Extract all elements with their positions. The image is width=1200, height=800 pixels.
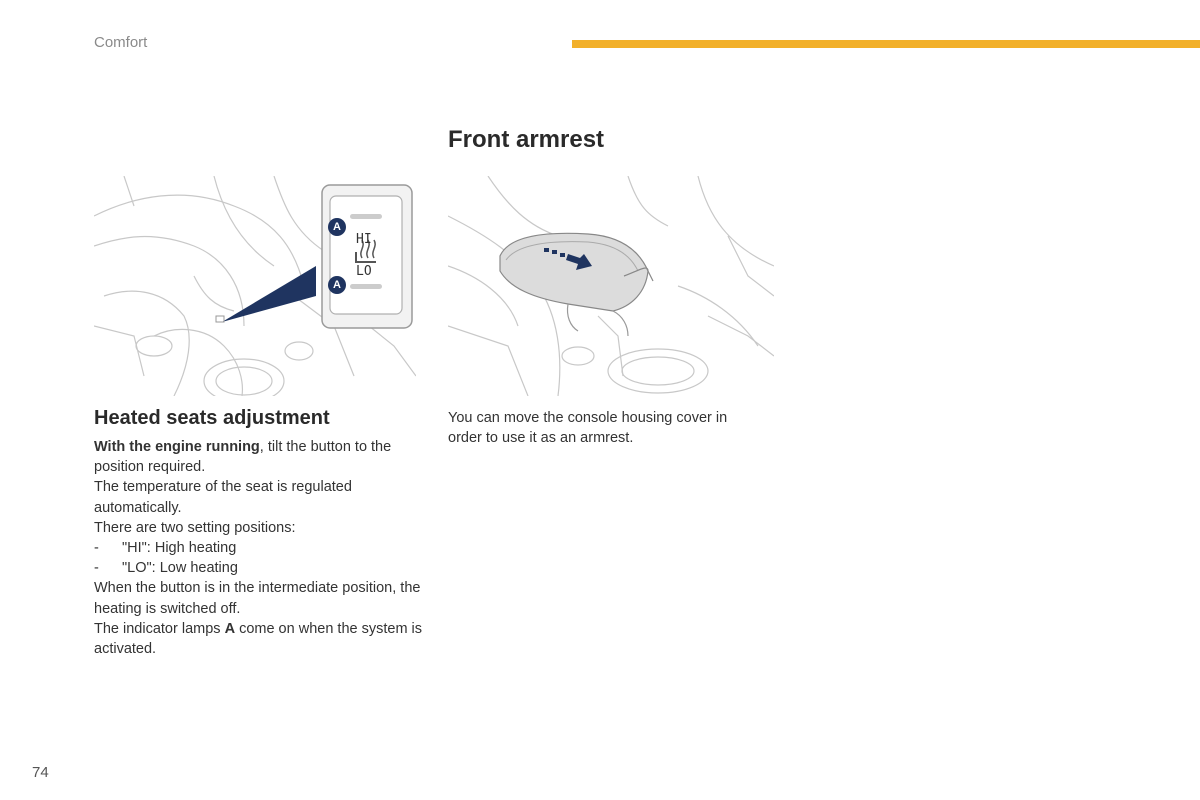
section-label: Comfort	[94, 34, 148, 51]
marker-a-top: A	[328, 218, 346, 236]
paragraph-armrest: You can move the console housing cover in order to use it as an armrest.	[448, 410, 728, 447]
front-armrest-title: Front armrest	[448, 126, 605, 153]
paragraph-engine-running	[94, 437, 424, 477]
bullet-text: "HI": High heating	[122, 540, 237, 557]
bullet-hi	[94, 538, 424, 558]
indicator-bold-a: A	[224, 620, 236, 637]
bullet-dash: -	[94, 560, 99, 577]
marker-a-bottom: A	[328, 276, 346, 294]
lo-label: LO	[356, 264, 372, 279]
heated-seats-body	[94, 437, 424, 659]
armrest-illustration	[448, 176, 774, 396]
armrest-body	[448, 408, 758, 448]
engine-running-rest: , tilt the button to the position required.	[94, 439, 392, 476]
engine-running-bold: With the engine running	[94, 439, 260, 455]
paragraph-temperature: The temperature of the seat is regulated automatically.	[94, 479, 352, 516]
hi-label: HI	[356, 232, 372, 247]
paragraph-intermediate: When the button is in the intermediate position, the heating is switched off.	[94, 580, 421, 617]
indicator-after: come on when the system is activated.	[94, 620, 423, 658]
page-number: 74	[32, 764, 49, 781]
heated-seats-title: Heated seats adjustment	[94, 407, 330, 429]
heated-seat-switch-illustration	[94, 176, 416, 396]
paragraph-indicator	[94, 619, 424, 659]
bullet-text: "LO": Low heating	[122, 560, 238, 577]
indicator-before: The indicator lamps	[94, 620, 225, 637]
bullet-lo	[94, 558, 424, 578]
header-accent-bar	[572, 40, 1200, 48]
paragraph-positions: There are two setting positions:	[94, 519, 296, 536]
bullet-dash: -	[94, 540, 99, 557]
